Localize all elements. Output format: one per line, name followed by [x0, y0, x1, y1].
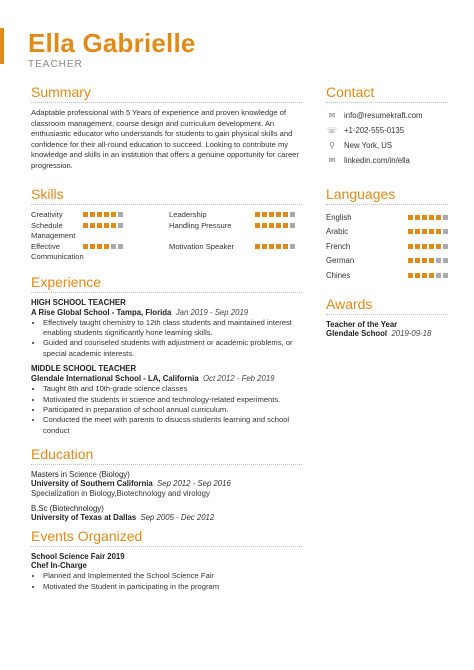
contact-list — [326, 108, 448, 168]
rating-dot-filled — [104, 244, 109, 249]
right-column — [326, 84, 448, 338]
language-name: French — [326, 241, 351, 251]
rating-dot-empty — [436, 258, 441, 263]
rating-dot-empty — [111, 244, 116, 249]
education-dates: Sep 2005 - Dec 2012 — [140, 513, 215, 523]
language-item — [326, 239, 448, 254]
language-item — [326, 268, 448, 283]
language-item — [326, 254, 448, 269]
rating-dots — [255, 244, 299, 249]
contact-text: info@resumekraft.com — [344, 111, 423, 120]
contact-item — [326, 108, 448, 123]
rating-dot-filled — [104, 223, 109, 228]
languages-section — [326, 186, 448, 283]
rating-dot-filled — [415, 273, 420, 278]
school-line — [31, 513, 302, 522]
rating-dot-empty — [290, 244, 295, 249]
divider — [31, 292, 302, 293]
rating-dot-filled — [436, 215, 441, 220]
job-bullets — [31, 318, 302, 360]
school-line — [31, 479, 302, 488]
rating-dot-empty — [443, 229, 448, 234]
job-title: HIGH SCHOOL TEACHER — [31, 297, 126, 307]
rating-dots — [408, 273, 448, 278]
section-title: Skills — [31, 185, 64, 202]
rating-dot-empty — [118, 212, 123, 217]
summary-section — [31, 84, 302, 172]
degree: B.Sc (Biotechnology) — [31, 504, 104, 514]
rating-dot-filled — [429, 273, 434, 278]
school-name: University of Texas at Dallas — [31, 513, 137, 523]
rating-dot-filled — [415, 244, 420, 249]
skill-label: Motivation Speaker — [169, 241, 235, 251]
candidate-role: TEACHER — [28, 59, 83, 70]
section-title: Contact — [326, 84, 375, 100]
rating-dot-empty — [436, 273, 441, 278]
job-bullet: • Effectively taught chemistry to 12th class students and maintained interest enabling students significantly hone learning skills. — [43, 318, 302, 339]
awards-section — [326, 296, 448, 338]
rating-dot-empty — [118, 223, 123, 228]
left-column — [31, 84, 302, 592]
rating-dot-filled — [436, 229, 441, 234]
rating-dot-filled — [255, 244, 260, 249]
rating-dot-filled — [269, 244, 274, 249]
rating-dot-filled — [90, 223, 95, 228]
divider — [326, 102, 448, 103]
skill-label: Handling Pressure — [169, 220, 232, 230]
divider — [31, 204, 302, 205]
language-name: Chines — [326, 270, 351, 280]
language-item — [326, 225, 448, 240]
rating-dot-filled — [422, 229, 427, 234]
contact-section — [326, 84, 448, 168]
award-list — [326, 320, 448, 338]
rating-dot-filled — [408, 215, 413, 220]
specialization: Specialization in Biology,Biotechnology and virology — [31, 489, 210, 499]
rating-dot-filled — [269, 212, 274, 217]
rating-dots — [83, 244, 169, 249]
language-name: German — [326, 256, 355, 266]
skill-label: Creativity — [31, 209, 63, 219]
rating-dot-empty — [290, 212, 295, 217]
event-name: School Science Fair 2019 — [31, 552, 125, 562]
rating-dot-filled — [90, 244, 95, 249]
rating-dot-filled — [429, 244, 434, 249]
job-bullet: • Conducted the meet with parents to disucss students learning and school conduct — [43, 415, 302, 436]
contact-text: +1-202-555-0135 — [344, 126, 405, 135]
rating-dot-filled — [422, 273, 427, 278]
rating-dot-filled — [283, 212, 288, 217]
rating-dot-filled — [83, 212, 88, 217]
event-role: Chef In-Charge — [31, 561, 87, 571]
rating-dot-filled — [111, 223, 116, 228]
rating-dot-empty — [443, 244, 448, 249]
contact-text: New York, US — [344, 141, 393, 150]
award-line — [326, 329, 448, 338]
award-item — [326, 320, 448, 338]
rating-dot-filled — [429, 258, 434, 263]
rating-dot-filled — [422, 244, 427, 249]
rating-dot-filled — [429, 229, 434, 234]
job-org-line — [31, 374, 302, 383]
section-title: Languages — [326, 186, 396, 202]
skills-section — [31, 186, 302, 262]
experience-section — [31, 274, 302, 437]
contact-item — [326, 153, 448, 168]
section-title: Experience — [31, 273, 102, 290]
education-item — [31, 504, 302, 522]
rating-dot-filled — [262, 244, 267, 249]
rating-dot-filled — [104, 212, 109, 217]
divider — [31, 464, 302, 465]
language-list — [326, 210, 448, 283]
event-bullet: • Motivated the Student in participating in the program — [43, 582, 302, 592]
degree: Masters in Science (Biology) — [31, 470, 130, 480]
event-bullet: • Planned and Implemented the School Science Fair — [43, 571, 302, 581]
header-accent-bar — [0, 28, 4, 64]
divider — [31, 546, 302, 547]
rating-dots — [83, 223, 169, 228]
education-dates: Sep 2012 - Sep 2016 — [157, 479, 231, 489]
job-bullet: • Taught 8th and 10th-grade science classes — [43, 384, 302, 394]
rating-dot-empty — [118, 244, 123, 249]
award-title: Teacher of the Year — [326, 319, 398, 329]
rating-dots — [408, 229, 448, 234]
rating-dots — [255, 223, 299, 228]
rating-dot-filled — [262, 223, 267, 228]
summary-text: Adaptable professional with 5 Years of experience and proven knowledge of classroom management, course design and curriculum development. An enthusiastic educator who understands for students to gain physical skills and confidence for their all-round education to succeed. Looking to contribute my knowledge and skills in an institution that offers a genuine opportunity for career progression. — [31, 108, 299, 170]
job-organization: Glendale International School - LA, California — [31, 374, 199, 384]
job-title: MIDDLE SCHOOL TEACHER — [31, 364, 137, 374]
language-name: English — [326, 212, 352, 222]
rating-dot-filled — [97, 223, 102, 228]
skill-label: Effective Communication — [31, 241, 84, 261]
rating-dot-filled — [422, 215, 427, 220]
education-list — [31, 470, 302, 522]
rating-dot-empty — [443, 258, 448, 263]
contact-item — [326, 138, 448, 153]
rating-dot-empty — [290, 223, 295, 228]
rating-dot-filled — [255, 223, 260, 228]
mail-icon: ✉ — [328, 111, 336, 120]
job-dates: Oct 2012 - Feb 2019 — [203, 374, 275, 384]
rating-dot-empty — [443, 273, 448, 278]
rating-dot-empty — [443, 215, 448, 220]
job-bullet: • Participated in preparation of school annual curriculum. — [43, 405, 302, 415]
job-org-line — [31, 308, 302, 317]
experience-item — [31, 298, 302, 360]
section-title: Education — [31, 446, 94, 463]
location-icon: ⚲ — [329, 141, 335, 150]
job-organization: A Rise Global School - Tampa, Florida — [31, 307, 172, 317]
rating-dots — [83, 212, 169, 217]
divider — [326, 314, 448, 315]
skills-grid — [31, 210, 302, 262]
rating-dots — [408, 258, 448, 263]
language-name: Arabic — [326, 227, 349, 237]
skill-label: Schedule Management — [31, 220, 76, 240]
event-bullets — [31, 571, 302, 592]
rating-dot-filled — [83, 223, 88, 228]
rating-dot-filled — [83, 244, 88, 249]
rating-dot-filled — [97, 212, 102, 217]
rating-dot-filled — [408, 229, 413, 234]
rating-dot-filled — [415, 229, 420, 234]
rating-dot-filled — [408, 273, 413, 278]
rating-dots — [408, 244, 448, 249]
rating-dot-filled — [276, 244, 281, 249]
award-organization: Glendale School — [326, 328, 388, 338]
rating-dot-filled — [97, 244, 102, 249]
rating-dot-filled — [262, 212, 267, 217]
skill-label: Leadership — [169, 209, 207, 219]
section-title: Awards — [326, 295, 373, 312]
education-section — [31, 446, 302, 522]
rating-dot-filled — [422, 258, 427, 263]
rating-dot-filled — [90, 212, 95, 217]
rating-dot-filled — [283, 223, 288, 228]
phone-icon: ☏ — [326, 126, 337, 135]
rating-dot-filled — [408, 244, 413, 249]
rating-dot-filled — [276, 223, 281, 228]
contact-text: linkedin.com/in/ella — [344, 156, 410, 165]
job-bullet: • Motivated the students in science and technology-related experiments. — [43, 395, 302, 405]
job-bullets — [31, 384, 302, 436]
rating-dot-filled — [269, 223, 274, 228]
rating-dot-filled — [276, 212, 281, 217]
linkedin-icon: in — [328, 157, 336, 164]
language-item — [326, 210, 448, 225]
school-name: University of Southern California — [31, 479, 153, 489]
section-title: Summary — [31, 84, 91, 100]
rating-dots — [408, 215, 448, 220]
rating-dot-filled — [415, 258, 420, 263]
job-dates: Jan 2019 - Sep 2019 — [175, 307, 249, 317]
experience-item — [31, 364, 302, 436]
divider — [31, 102, 302, 103]
contact-item — [326, 123, 448, 138]
award-date: 2019-09-18 — [391, 328, 432, 338]
rating-dot-filled — [436, 244, 441, 249]
events-section — [31, 528, 302, 592]
section-title: Events Organized — [31, 528, 143, 545]
job-bullet: • Guided and counseled students with adjustment or academic problems, or special academic interests. — [43, 338, 302, 359]
rating-dot-filled — [111, 212, 116, 217]
rating-dot-filled — [283, 244, 288, 249]
rating-dot-filled — [429, 215, 434, 220]
rating-dot-filled — [415, 215, 420, 220]
experience-list — [31, 298, 302, 437]
rating-dot-filled — [408, 258, 413, 263]
rating-dots — [255, 212, 299, 217]
rating-dot-filled — [255, 212, 260, 217]
education-item — [31, 470, 302, 498]
divider — [326, 204, 448, 205]
candidate-name: Ella Gabrielle — [28, 28, 196, 58]
